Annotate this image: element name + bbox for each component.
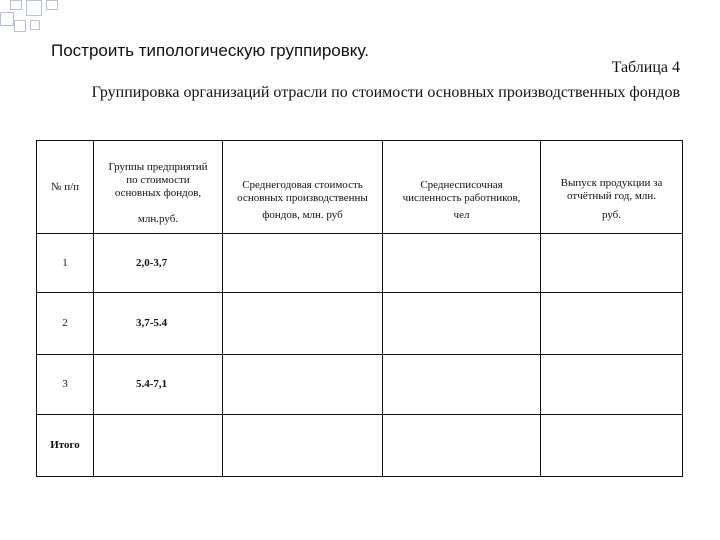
- header-groups: [94, 141, 223, 234]
- total-row: [37, 415, 683, 477]
- total-label: Итого: [37, 415, 94, 477]
- header-avg-cost-top: Среднегодовая стоимость основных производственны: [237, 179, 368, 204]
- header-num-label: № п/п: [50, 181, 80, 193]
- header-headcount-bottom: чел: [453, 209, 470, 221]
- grouping-table: [36, 140, 683, 477]
- header-row: [37, 141, 683, 234]
- empty-cell: [383, 293, 541, 355]
- row-number: 2: [37, 293, 94, 355]
- decor-square: [30, 20, 40, 30]
- header-output-top: Выпуск продукции за отчётный год, млн.: [560, 177, 663, 202]
- table-number: Таблица 4: [611, 59, 680, 76]
- empty-cell: [541, 234, 683, 293]
- slide-heading: Построить типологическую группировку.: [51, 41, 369, 60]
- table-title: Группировка организаций отрасли по стоимости основных производственных фондов: [91, 84, 680, 101]
- empty-cell: [541, 355, 683, 415]
- row-range: 3,7-5.4: [94, 293, 223, 355]
- empty-cell: [383, 415, 541, 477]
- decor-square: [26, 0, 42, 16]
- empty-cell: [383, 355, 541, 415]
- header-groups-top: Группы предприятий по стоимости основных фондов,: [108, 161, 208, 199]
- decor-square: [10, 0, 22, 10]
- decor-square: [46, 0, 58, 10]
- header-output-bottom: руб.: [601, 209, 622, 221]
- header-avg-cost-bottom: фондов, млн. руб: [262, 209, 343, 221]
- corner-decoration: [0, 0, 60, 40]
- header-avg-cost: [223, 141, 383, 234]
- empty-cell: [223, 293, 383, 355]
- decor-square: [14, 20, 26, 32]
- table-row: [37, 355, 683, 415]
- header-headcount-top: Среднесписочная численность работников,: [402, 179, 521, 204]
- header-output: [541, 141, 683, 234]
- empty-cell: [383, 234, 541, 293]
- table-row: [37, 234, 683, 293]
- empty-cell: [94, 415, 223, 477]
- empty-cell: [541, 293, 683, 355]
- empty-cell: [223, 234, 383, 293]
- row-range: 2,0-3,7: [94, 234, 223, 293]
- row-number: 3: [37, 355, 94, 415]
- empty-cell: [223, 415, 383, 477]
- header-headcount: [383, 141, 541, 234]
- header-num: [37, 141, 94, 234]
- table-row: [37, 293, 683, 355]
- empty-cell: [541, 415, 683, 477]
- row-number: 1: [37, 234, 94, 293]
- decor-square: [0, 12, 14, 26]
- empty-cell: [223, 355, 383, 415]
- row-range: 5.4-7,1: [94, 355, 223, 415]
- header-groups-bottom: млн.руб.: [137, 213, 179, 225]
